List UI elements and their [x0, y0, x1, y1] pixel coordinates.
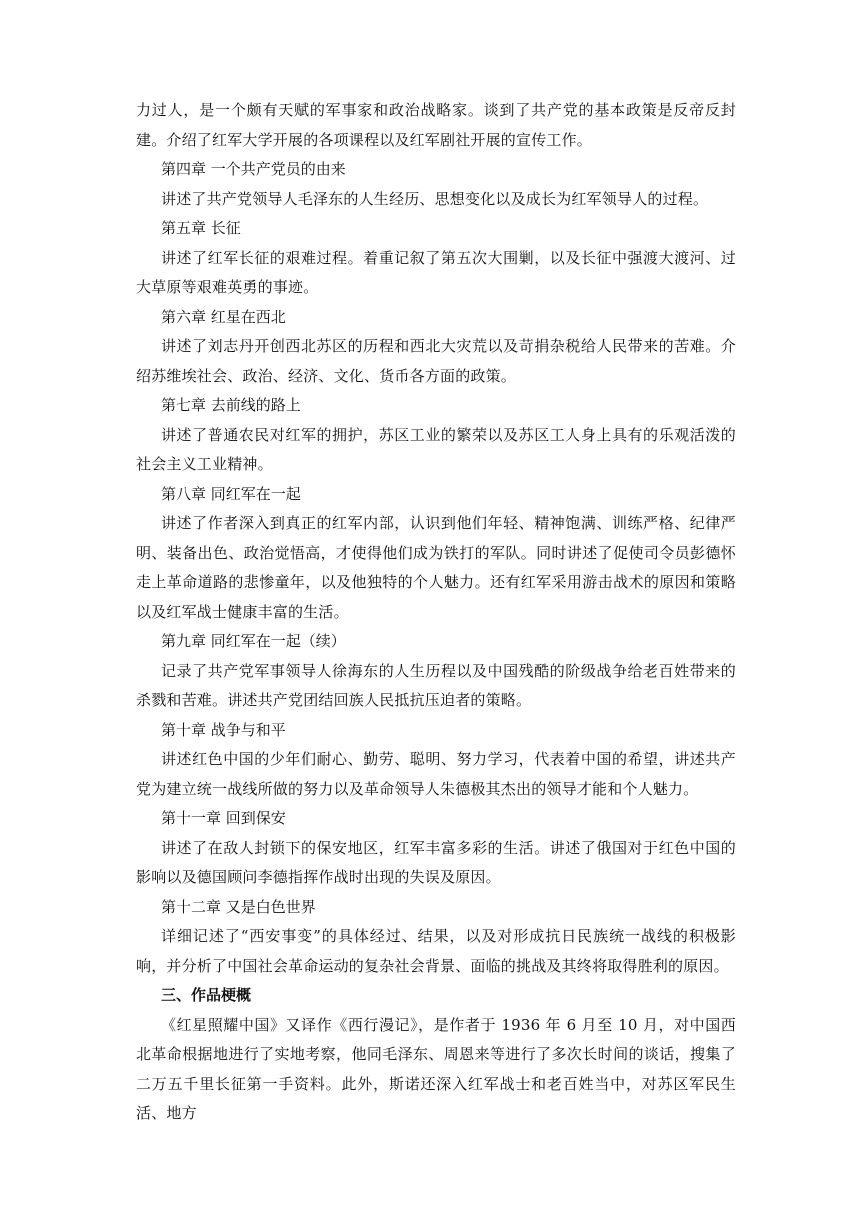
- chapter-10-summary: 讲述红色中国的少年们耐心、勤劳、聪明、努力学习，代表着中国的希望，讲述共产党为建立统一战线所做的努力以及革命领导人朱德极其杰出的领导才能和个人魅力。: [136, 750, 736, 798]
- chapter-5-title: 第五章 长征: [161, 219, 241, 237]
- chapter-12-summary: 详细记述了“西安事变”的具体经过、结果，以及对形成抗日民族统一战线的积极影响，并分析了中国社会革命运动的复杂社会背景、面临的挑战及其终将取得胜利的原因。: [136, 927, 736, 975]
- chapter-11-title: 第十一章 回到保安: [161, 809, 286, 827]
- chapter-12-title: 第十二章 又是白色世界: [161, 897, 316, 916]
- chapter-4-summary: 讲述了共产党领导人毛泽东的人生经历、思想变化以及成长为红军领导人的过程。: [161, 189, 709, 208]
- chapter-6-title: 第六章 红星在西北: [161, 307, 286, 326]
- chapter-11-summary: 讲述了在敌人封锁下的保安地区，红军丰富多彩的生活。讲述了俄国对于红色中国的影响以及德国顾问李德指挥作战时出现的失误及原因。: [136, 838, 736, 886]
- chapter-4-title: 第四章 一个共产党员的由来: [161, 160, 346, 178]
- chapter-7-summary: 讲述了普通农民对红军的拥护，苏区工业的繁荣以及苏区工人身上具有的乐观活泼的社会主义工业精神。: [136, 425, 736, 473]
- chapter-9-summary: 记录了共产党军事领导人徐海东的人生历程以及中国残酷的阶级战争给老百姓带来的杀戮和苦难。讲述共产党团结回族人民抵抗压迫者的策略。: [136, 661, 736, 709]
- section-3-summary: 《红星照耀中国》又译作《西行漫记》，是作者于 1936 年 6 月至 10 月，对中国西北革命根据地进行了实地考察，他同毛泽东、周恩来等进行了多次长时间的谈话，搜集了二万五千里长征第一手资料。此外，斯诺还深入红军战士和老百姓当中，对苏区军民生活、地方: [136, 1015, 736, 1122]
- chapter-7-title: 第七章 去前线的路上: [161, 396, 301, 414]
- chapter-6-summary: 讲述了刘志丹开创西北苏区的历程和西北大灾荒以及苛捐杂税给人民带来的苦难。介绍苏维埃社会、政治、经济、文化、货币各方面的政策。: [136, 337, 736, 385]
- section-3-title: 三、作品梗概: [161, 986, 252, 1004]
- chapter-8-title: 第八章 同红军在一起: [161, 484, 301, 503]
- document-page: [136, 96, 736, 1129]
- chapter-9-title: 第九章 同红军在一起（续）: [161, 632, 346, 650]
- paragraph-intro-continued: 力过人，是一个颇有天赋的军事家和政治战略家。谈到了共产党的基本政策是反帝反封建。介绍了红军大学开展的各项课程以及红军剧社开展的宣传工作。: [136, 101, 736, 149]
- chapter-8-summary: 讲述了作者深入到真正的红军内部，认识到他们年轻、精神饱满、训练严格、纪律严明、装备出色、政治觉悟高，才使得他们成为铁打的军队。同时讲述了促使司令员彭德怀走上革命道路的悲惨童年，以及他独特的个人魅力。还有红军采用游击战术的原因和策略以及红军战士健康丰富的生活。: [136, 514, 736, 621]
- chapter-10-title: 第十章 战争与和平: [161, 720, 286, 739]
- chapter-5-summary: 讲述了红军长征的艰难过程。着重记叙了第五次大围剿，以及长征中强渡大渡河、过大草原等艰难英勇的事迹。: [136, 248, 736, 296]
